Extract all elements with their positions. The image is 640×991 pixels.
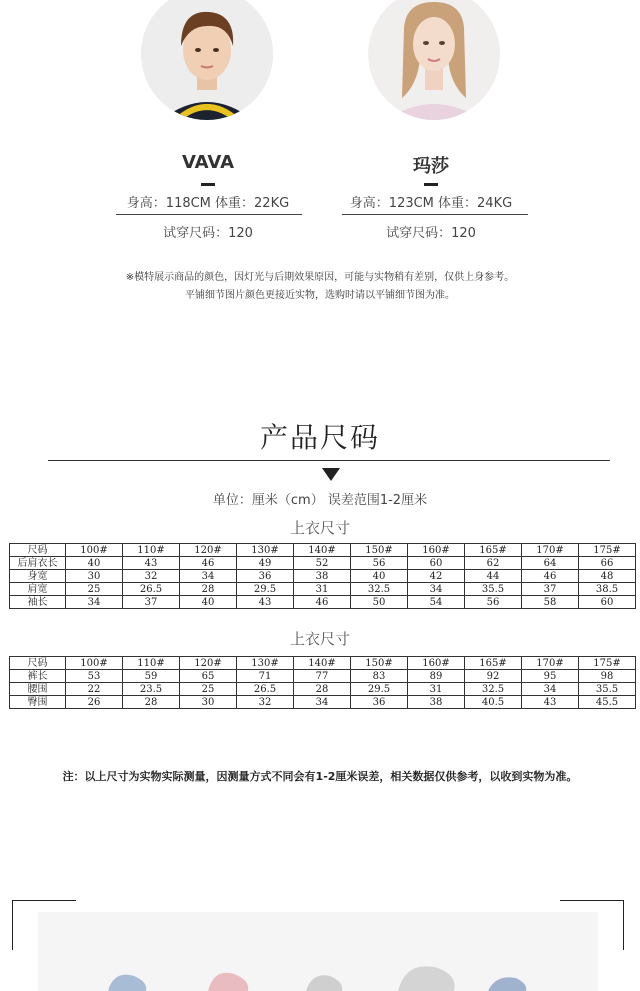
table-cell: 120# xyxy=(180,544,237,557)
model-stats-2: 身高：123CM 体重：24KG xyxy=(349,196,513,211)
model-divider-2 xyxy=(342,214,528,215)
table-cell: 40 xyxy=(66,557,123,570)
table-cell: 36 xyxy=(351,696,408,709)
model-photo-girl xyxy=(368,0,500,120)
table-cell: 58 xyxy=(522,596,579,609)
table-cell: 170# xyxy=(522,544,579,557)
table-cell: 38 xyxy=(294,570,351,583)
name-dash-1 xyxy=(201,183,215,186)
disclaimer-line-1: ※模特展示商品的颜色，因灯光与后期效果原因，可能与实物稍有差别，仅供上身参考。 xyxy=(125,272,515,283)
table-cell: 25 xyxy=(180,683,237,696)
table-cell: 36 xyxy=(237,570,294,583)
table-cell: 34 xyxy=(294,696,351,709)
table-cell: 110# xyxy=(123,657,180,670)
table-cell: 120# xyxy=(180,657,237,670)
table-cell: 25 xyxy=(66,583,123,596)
table-cell: 160# xyxy=(408,544,465,557)
table-cell: 49 xyxy=(237,557,294,570)
table-cell: 65 xyxy=(180,670,237,683)
table-cell: 22 xyxy=(66,683,123,696)
disclaimer-line-2: 平铺细节图片颜色更接近实物，选购时请以平铺细节图为准。 xyxy=(185,290,455,301)
table-cell: 26.5 xyxy=(123,583,180,596)
table-row xyxy=(10,696,636,709)
table-cell: 130# xyxy=(237,544,294,557)
table-cell: 46 xyxy=(294,596,351,609)
table-cell: 身宽 xyxy=(10,570,66,583)
table-cell: 40 xyxy=(351,570,408,583)
boy-portrait-icon xyxy=(141,0,273,120)
table-cell: 42 xyxy=(408,570,465,583)
table-cell: 62 xyxy=(465,557,522,570)
table-cell: 50 xyxy=(351,596,408,609)
table-cell: 53 xyxy=(66,670,123,683)
table-cell: 30 xyxy=(66,570,123,583)
table-cell: 60 xyxy=(579,596,636,609)
table-row xyxy=(10,683,636,696)
table-cell: 44 xyxy=(465,570,522,583)
table-cell: 100# xyxy=(66,544,123,557)
table-cell: 110# xyxy=(123,544,180,557)
table-cell: 35.5 xyxy=(465,583,522,596)
table-cell: 45.5 xyxy=(579,696,636,709)
table-cell: 175# xyxy=(579,544,636,557)
table-cell: 38.5 xyxy=(579,583,636,596)
table-cell: 170# xyxy=(522,657,579,670)
frame-right xyxy=(623,900,624,950)
table-cell: 56 xyxy=(351,557,408,570)
bottom-table-title: 上衣尺寸 xyxy=(289,630,350,648)
table-cell: 175# xyxy=(579,657,636,670)
table-cell: 28 xyxy=(294,683,351,696)
table-cell: 150# xyxy=(351,657,408,670)
table-cell: 31 xyxy=(408,683,465,696)
table-cell: 32.5 xyxy=(465,683,522,696)
table-cell: 29.5 xyxy=(237,583,294,596)
table-cell: 32 xyxy=(123,570,180,583)
model-size-1: 试穿尺码：120 xyxy=(163,226,253,241)
table-cell: 54 xyxy=(408,596,465,609)
table-cell: 38 xyxy=(408,696,465,709)
triangle-down-icon xyxy=(322,468,340,482)
table-cell: 52 xyxy=(294,557,351,570)
table-cell: 46 xyxy=(180,557,237,570)
table-cell: 28 xyxy=(123,696,180,709)
model-photo-boy xyxy=(141,0,273,120)
table-cell: 43 xyxy=(237,596,294,609)
table-cell: 37 xyxy=(123,596,180,609)
table-cell: 29.5 xyxy=(351,683,408,696)
table-cell: 23.5 xyxy=(123,683,180,696)
table-cell: 袖长 xyxy=(10,596,66,609)
table-cell: 95 xyxy=(522,670,579,683)
table-cell: 160# xyxy=(408,657,465,670)
table-cell: 130# xyxy=(237,657,294,670)
table-cell: 140# xyxy=(294,544,351,557)
unit-note: 单位：厘米（cm） 误差范围1-2厘米 xyxy=(212,493,428,508)
table-cell: 后肩衣长 xyxy=(10,557,66,570)
model-name-1: VAVA xyxy=(181,152,235,173)
table-cell: 64 xyxy=(522,557,579,570)
table-cell: 肩宽 xyxy=(10,583,66,596)
table-cell: 59 xyxy=(123,670,180,683)
name-dash-2 xyxy=(424,183,438,186)
table-cell: 48 xyxy=(579,570,636,583)
frame-top-left xyxy=(12,900,76,901)
table-cell: 34 xyxy=(66,596,123,609)
measurement-note: 注：以上尺寸为实物实际测量，因测量方式不同会有1-2厘米误差，相关数据仅供参考，以收到实物为准。 xyxy=(62,770,578,783)
table-cell: 35.5 xyxy=(579,683,636,696)
frame-left xyxy=(12,900,13,950)
table-row xyxy=(10,670,636,683)
table-row xyxy=(10,557,636,570)
table-cell: 34 xyxy=(522,683,579,696)
table-cell: 30 xyxy=(180,696,237,709)
table-cell: 56 xyxy=(465,596,522,609)
model-name-2: 玛莎 xyxy=(413,156,449,177)
table-header-row xyxy=(10,657,636,670)
table-cell: 裤长 xyxy=(10,670,66,683)
table-cell: 尺码 xyxy=(10,657,66,670)
table-cell: 92 xyxy=(465,670,522,683)
table-cell: 43 xyxy=(123,557,180,570)
table-cell: 37 xyxy=(522,583,579,596)
table-cell: 26.5 xyxy=(237,683,294,696)
table-cell: 89 xyxy=(408,670,465,683)
table-cell: 28 xyxy=(180,583,237,596)
table-cell: 98 xyxy=(579,670,636,683)
table-cell: 165# xyxy=(465,657,522,670)
socks-photo-icon xyxy=(38,912,598,991)
table-cell: 32 xyxy=(237,696,294,709)
table-cell: 71 xyxy=(237,670,294,683)
table-cell: 40 xyxy=(180,596,237,609)
frame-top-right xyxy=(560,900,624,901)
girl-portrait-icon xyxy=(368,0,500,120)
table-cell: 43 xyxy=(522,696,579,709)
table-cell: 66 xyxy=(579,557,636,570)
table-cell: 40.5 xyxy=(465,696,522,709)
table-cell: 34 xyxy=(408,583,465,596)
table-row xyxy=(10,570,636,583)
table-cell: 31 xyxy=(294,583,351,596)
model-divider-1 xyxy=(116,214,302,215)
table-cell: 32.5 xyxy=(351,583,408,596)
table-cell: 腰围 xyxy=(10,683,66,696)
table-cell: 100# xyxy=(66,657,123,670)
model-size-2: 试穿尺码：120 xyxy=(386,226,476,241)
table-cell: 尺码 xyxy=(10,544,66,557)
table-cell: 150# xyxy=(351,544,408,557)
table-header-row xyxy=(10,544,636,557)
table-row xyxy=(10,583,636,596)
product-photo xyxy=(38,912,598,991)
table-cell: 140# xyxy=(294,657,351,670)
table-cell: 165# xyxy=(465,544,522,557)
bottom-size-table xyxy=(9,656,636,709)
table-cell: 26 xyxy=(66,696,123,709)
table-cell: 83 xyxy=(351,670,408,683)
section-title: 产品尺码 xyxy=(259,421,380,454)
table-cell: 77 xyxy=(294,670,351,683)
model-stats-1: 身高：118CM 体重：22KG xyxy=(126,196,290,211)
table-cell: 34 xyxy=(180,570,237,583)
table-row xyxy=(10,596,636,609)
top-table-title: 上衣尺寸 xyxy=(289,519,350,537)
table-cell: 46 xyxy=(522,570,579,583)
top-size-table xyxy=(9,543,636,609)
section-divider xyxy=(48,460,610,461)
table-cell: 臀围 xyxy=(10,696,66,709)
table-cell: 60 xyxy=(408,557,465,570)
